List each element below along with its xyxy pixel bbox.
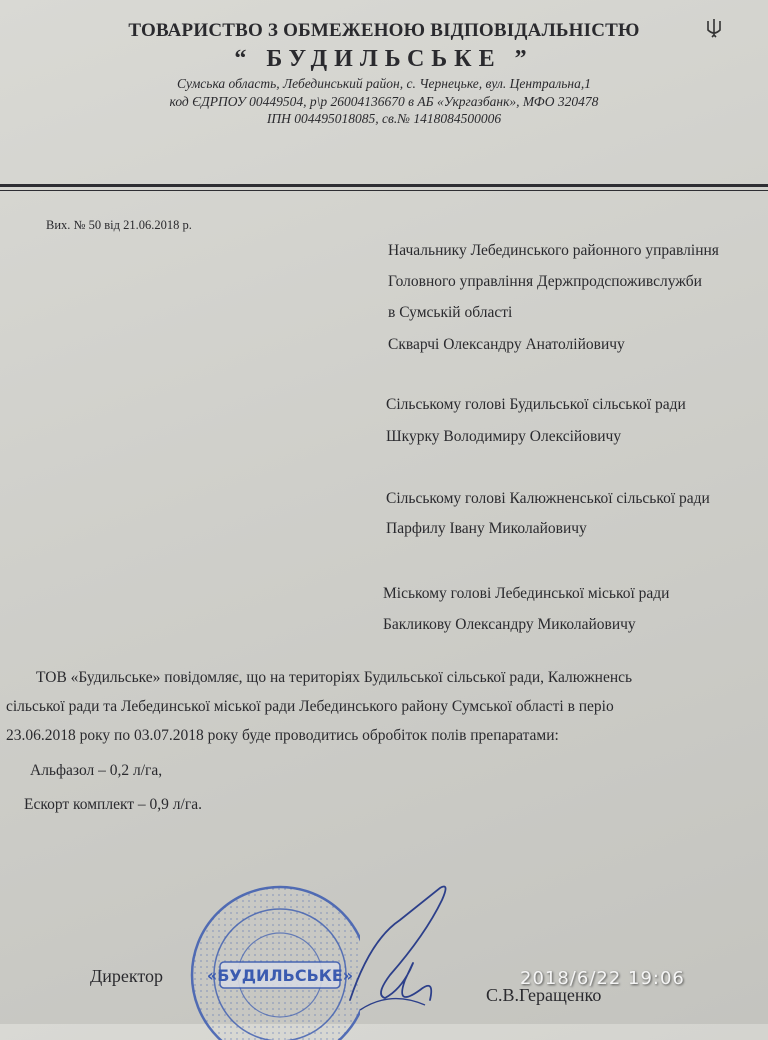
addressee-1-line-4: Скварчі Олександру Анатолійовичу [388,336,625,353]
preparation-item-1: Альфазол – 0,2 л/га, [30,762,163,779]
addressee-3-line-1: Сільському голові Калюжненської сільської ради [386,490,710,507]
director-handwritten-signature [330,880,460,1020]
addressee-1-line-2: Головного управління Держпродспоживслужби [388,273,702,290]
company-name: “ БУДИЛЬСЬКЕ ” [234,46,534,72]
company-tax-details: ІПН 004495018085, св.№ 1418084500006 [266,111,502,126]
stamp-text: «БУДИЛЬСЬКЕ» [206,966,354,985]
body-line-3: 23.06.2018 року по 03.07.2018 року буде проводитись обробіток полів препаратами: [6,727,559,744]
addressee-3-line-2: Парфилу Івану Миколайовичу [386,520,587,537]
addressee-2-line-2: Шкурку Володимиру Олексійовичу [386,428,622,445]
body-line-2: сільської ради та Лебединської міської ради Лебединського району Сумської області в періо [6,698,614,715]
photo-timestamp: 2018/6/22 19:06 [520,968,685,989]
signatory-title: Директор [90,966,164,986]
company-address: Сумська область, Лебединський район, с. Чернецьке, вул. Центральна,1 [177,76,591,91]
addressee-4-line-1: Міському голові Лебединської міської ради [383,585,670,602]
outgoing-reference: Вих. № 50 від 21.06.2018 р. [46,218,192,232]
company-legal-form: ТОВАРИСТВО З ОБМЕЖЕНОЮ ВІДПОВІДАЛЬНІСТЮ [128,20,640,41]
trident-emblem-icon [706,18,722,38]
company-bank-details: код ЄДРПОУ 00449504, р\р 26004136670 в АБ «Укргазбанк», МФО 320478 [169,94,599,109]
header-divider-thick [0,184,768,187]
addressee-1-line-3: в Сумській області [388,304,513,321]
preparation-item-2: Ескорт комплект – 0,9 л/га. [24,796,202,813]
addressee-2-line-1: Сільському голові Будильської сільської ради [386,396,686,413]
addressee-1-line-1: Начальнику Лебединського районного управління [388,242,719,259]
body-line-1: ТОВ «Будильське» повідомляє, що на територіях Будильської сільської ради, Калюжненсь [36,669,633,686]
signatory-name: С.В.Геращенко [486,985,602,1005]
addressee-4-line-2: Бакликову Олександру Миколайовичу [383,616,636,633]
header-divider-thin [0,190,768,191]
